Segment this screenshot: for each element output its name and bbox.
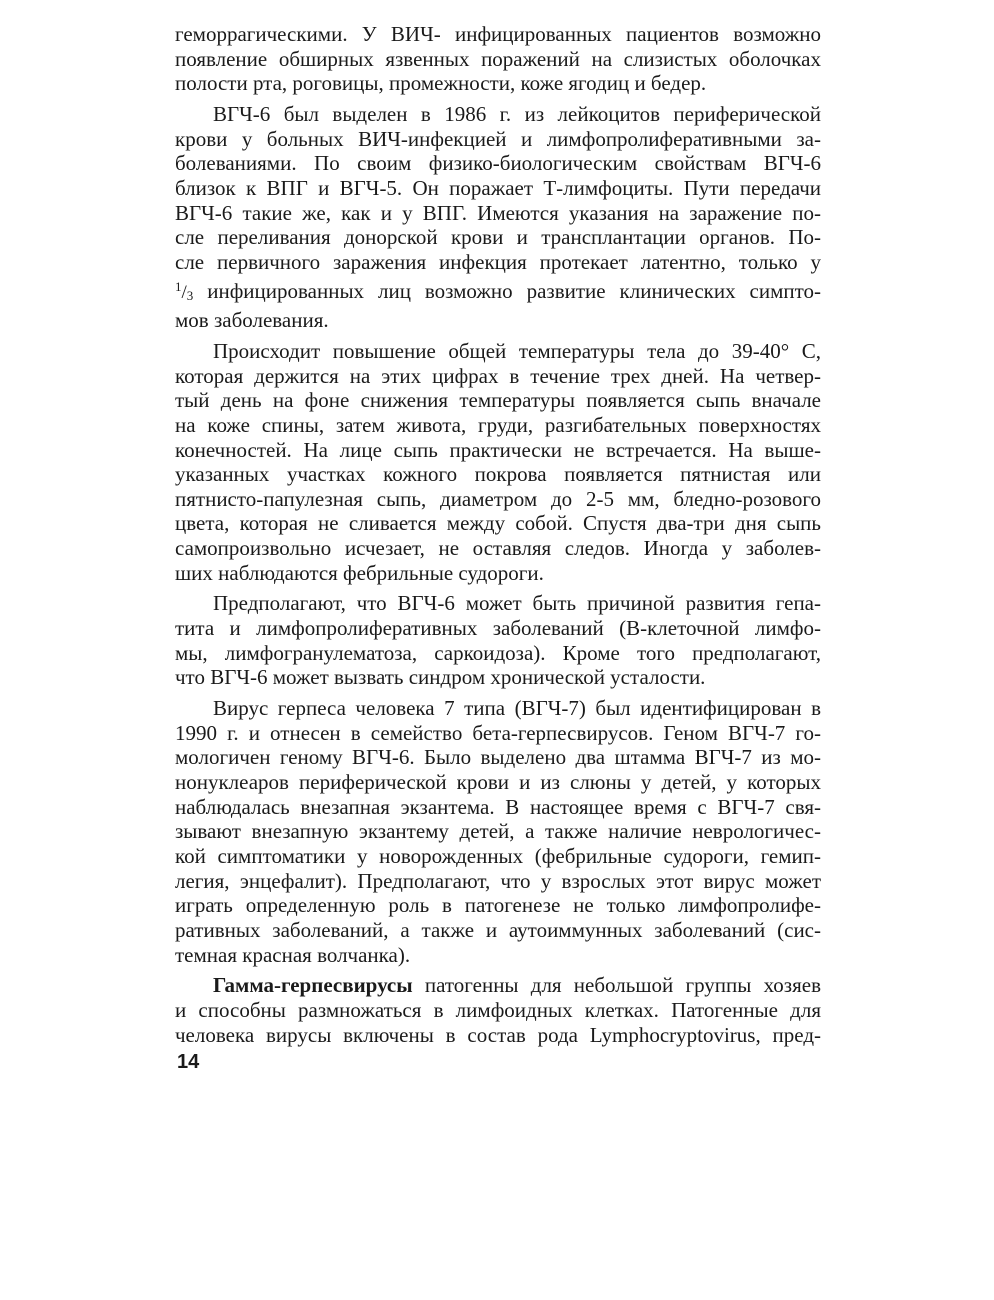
text-line: нонуклеаров периферической крови и из слюны у детей, у которых xyxy=(175,770,821,795)
text-line: ВГЧ-6 был выделен в 1986 г. из лейкоцитов периферической xyxy=(213,101,821,126)
text-line: темная красная волчанка). xyxy=(175,942,411,967)
text-line: легия, энцефалит). Предполагают, что у взрослых этот вирус может xyxy=(175,868,821,893)
bold-term: Гамма-герпесвирусы xyxy=(213,973,413,998)
text-line: Вирус герпеса человека 7 типа (ВГЧ-7) был идентифицирован в xyxy=(213,696,821,721)
text-line: ших наблюдаются фебрильные судороги. xyxy=(175,560,544,585)
fraction-denominator: 3 xyxy=(186,287,194,303)
text-line: цвета, которая не сливается между собой. Спустя два-три дня сыпь xyxy=(175,511,821,536)
text-line: тита и лимфопролиферативных заболеваний (В-клеточной лимфо- xyxy=(175,616,821,641)
fraction: $^1/_3$ xyxy=(175,278,194,303)
text-line-with-bold-lead xyxy=(175,973,821,998)
text-line: наблюдалась внезапная экзантема. В настоящее время с ВГЧ-7 свя- xyxy=(175,794,821,819)
text-line-with-fraction xyxy=(175,275,821,309)
fraction-line-text: инфицированных лиц возможно развитие клинических симпто- xyxy=(193,278,821,303)
paragraph-1 xyxy=(175,22,821,96)
paragraph-2 xyxy=(175,102,821,333)
text-line: кой симптоматики у новорожденных (фебрильные судороги, гемип- xyxy=(175,844,821,868)
body-text xyxy=(175,22,821,1047)
text-line: указанных участках кожного покрова появляется пятнистая или xyxy=(175,462,821,487)
paragraph-3 xyxy=(175,339,821,586)
text-line: полости рта, роговицы, промежности, коже ягодиц и бедер. xyxy=(175,71,707,96)
text-line: мы, лимфогранулематоза, саркоидоза). Кроме того предполагают, xyxy=(175,640,821,665)
text-line: пятнисто-папулезная сыпь, диаметром до 2-5 мм, бледно-розового xyxy=(175,486,821,511)
text-line: болеваниями. По своим физико-биологическим свойствам ВГЧ-6 xyxy=(175,151,821,176)
page-number: 14 xyxy=(177,1051,200,1073)
text-line: сле переливания донорской крови и трансплантации органов. По- xyxy=(175,225,821,250)
text-line: появление обширных язвенных поражений на слизистых оболочках xyxy=(175,46,821,71)
text-line: играть определенную роль в патогенезе не только лимфопролифе- xyxy=(175,893,821,918)
text-line: и способны размножаться в лимфоидных клетках. Патогенные для xyxy=(175,997,821,1022)
text-line: на коже спины, затем живота, груди, разгибательных поверхностях xyxy=(175,412,821,437)
paragraph-5 xyxy=(175,696,821,967)
text-line: конечностей. На лице сыпь практически не встречается. На выше- xyxy=(175,437,821,462)
text-line-rest: патогенны для небольшой группы хозяев xyxy=(412,973,821,998)
text-line: мов заболевания. xyxy=(175,308,329,333)
text-line: крови у больных ВИЧ-инфекцией и лимфопролиферативными за- xyxy=(175,126,821,151)
text-line: что ВГЧ-6 может вызвать синдром хронической усталости. xyxy=(175,665,706,690)
text-line: человека вирусы включены в состав рода Lymphocryptovirus, пред- xyxy=(175,1022,821,1047)
text-line: Происходит повышение общей температуры тела до 39-40° С, xyxy=(213,338,821,363)
text-line: близок к ВПГ и ВГЧ-5. Он поражает Т-лимфоциты. Пути передачи xyxy=(175,175,821,200)
fraction-numerator: 1 xyxy=(175,278,182,294)
text-line: ративных заболеваний, а также и аутоиммунных заболеваний (сис- xyxy=(175,917,821,942)
text-line: сле первичного заражения инфекция протекает латентно, только у xyxy=(175,249,821,274)
text-line: 1990 г. и отнесен в семейство бета-герпесвирусов. Геном ВГЧ-7 го- xyxy=(175,720,821,745)
paragraph-6 xyxy=(175,973,821,1047)
text-line: тый день на фоне снижения температуры появляется сыпь вначале xyxy=(175,388,821,413)
text-line: зывают внезапную экзантему детей, а также наличие неврологичес- xyxy=(175,819,821,844)
text-line: мологичен геному ВГЧ-6. Было выделено два штамма ВГЧ-7 из мо- xyxy=(175,745,821,770)
paragraph-4 xyxy=(175,591,821,690)
text-line: самопроизвольно исчезает, не оставляя следов. Иногда у заболев- xyxy=(175,536,821,561)
text-line: которая держится на этих цифрах в течение трех дней. На четвер- xyxy=(175,363,821,388)
text-line: Предполагают, что ВГЧ-6 может быть причиной развития гепа- xyxy=(213,591,821,616)
text-line: геморрагическими. У ВИЧ- инфицированных пациентов возможно xyxy=(175,22,821,46)
text-line: ВГЧ-6 такие же, как и у ВПГ. Имеются указания на заражение по- xyxy=(175,200,821,225)
